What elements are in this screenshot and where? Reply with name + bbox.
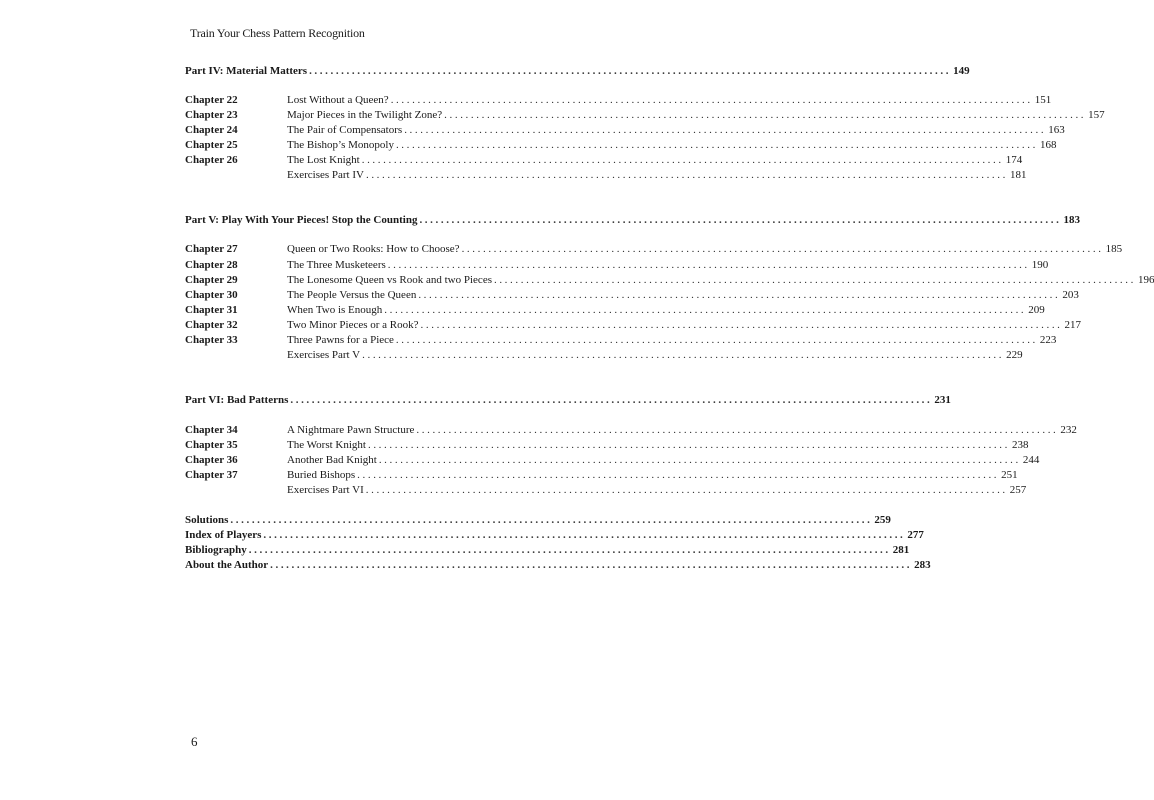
chapter-title: Buried Bishops xyxy=(287,469,356,481)
chapter-title: Exercises Part VI xyxy=(287,484,364,496)
chapter-number: Chapter 37 xyxy=(185,469,238,481)
chapter-title: Exercises Part V xyxy=(287,349,361,361)
toc-chapter-36[interactable] xyxy=(185,453,1040,468)
chapter-title: Exercises Part IV xyxy=(287,169,364,181)
page-ref: 183 xyxy=(1063,214,1080,226)
page-ref: 163 xyxy=(1048,124,1065,136)
chapter-title: The Bishop’s Monopoly xyxy=(287,139,394,151)
leader-dots: ........................................................................................................................ xyxy=(404,124,1047,136)
leader-dots: ........................................................................................................................ xyxy=(461,243,1104,255)
leader-dots: ........................................................................................................................ xyxy=(263,529,906,541)
toc-chapter-29[interactable] xyxy=(185,273,1154,288)
chapter-title: Three Pawns for a Piece xyxy=(287,334,394,346)
back-matter-title: Bibliography xyxy=(185,544,247,556)
page-ref: 229 xyxy=(1006,349,1023,361)
page-ref: 217 xyxy=(1064,319,1082,331)
leader-dots: ........................................................................................................................ xyxy=(365,169,1008,181)
leader-dots: ........................................................................................................................ xyxy=(416,424,1059,436)
chapter-number: Chapter 25 xyxy=(185,139,238,151)
leader-dots: ........................................................................................................................ xyxy=(230,514,873,526)
page-ref: 257 xyxy=(1009,484,1027,496)
toc-chapter-32[interactable] xyxy=(185,318,1082,333)
toc-chapter-30[interactable] xyxy=(185,288,1079,303)
page-ref: 149 xyxy=(953,65,970,77)
toc-chapter-37[interactable] xyxy=(185,468,1018,483)
toc-chapter-25[interactable] xyxy=(185,138,1057,153)
toc-part-4[interactable] xyxy=(185,64,970,79)
leader-dots: ........................................................................................................................ xyxy=(290,394,933,406)
chapter-title: Queen or Two Rooks: How to Choose? xyxy=(287,243,460,255)
leader-dots: ........................................................................................................................ xyxy=(384,304,1027,316)
page-ref: 251 xyxy=(1001,469,1018,481)
page-ref: 231 xyxy=(934,394,951,406)
toc-about-the-author[interactable] xyxy=(185,558,931,573)
chapter-number: Chapter 35 xyxy=(185,439,238,451)
chapter-number: Chapter 27 xyxy=(185,243,238,255)
leader-dots: ........................................................................................................................ xyxy=(357,469,1000,481)
toc-chapter-22[interactable] xyxy=(185,93,1052,108)
page-ref: 238 xyxy=(1011,439,1029,451)
chapter-number: Chapter 29 xyxy=(185,274,238,286)
chapter-title: Two Minor Pieces or a Rook? xyxy=(287,319,419,331)
page-ref: 174 xyxy=(1005,154,1023,166)
page-ref: 223 xyxy=(1039,334,1057,346)
chapter-title: The Lonesome Queen vs Rook and two Pieces xyxy=(287,274,492,286)
page-ref: 277 xyxy=(907,529,924,541)
page-ref: 283 xyxy=(914,559,931,571)
part-title: Part V: Play With Your Pieces! Stop the Counting xyxy=(185,214,418,226)
leader-dots: ........................................................................................................................ xyxy=(418,289,1061,301)
page-ref: 203 xyxy=(1062,289,1079,301)
chapter-title: The People Versus the Queen xyxy=(287,289,417,301)
chapter-number: Chapter 28 xyxy=(185,259,238,271)
toc-chapter-27[interactable] xyxy=(185,242,1123,257)
toc-chapter-33[interactable] xyxy=(185,333,1057,348)
chapter-number: Chapter 30 xyxy=(185,289,238,301)
toc-chapter-34[interactable] xyxy=(185,423,1077,438)
page-ref: 244 xyxy=(1022,454,1040,466)
page-number: 6 xyxy=(191,734,198,749)
toc-chapter-35[interactable] xyxy=(185,438,1029,453)
toc-exercises-part-4[interactable] xyxy=(185,168,1027,183)
leader-dots: ........................................................................................................................ xyxy=(390,94,1033,106)
toc-solutions[interactable] xyxy=(185,513,891,528)
back-matter-title: Solutions xyxy=(185,514,229,526)
chapter-number: Chapter 26 xyxy=(185,154,238,166)
toc-part-6[interactable] xyxy=(185,393,951,408)
back-matter-title: Index of Players xyxy=(185,529,262,541)
chapter-title: A Nightmare Pawn Structure xyxy=(287,424,415,436)
leader-dots: ........................................................................................................................ xyxy=(419,214,1062,226)
chapter-title: Lost Without a Queen? xyxy=(287,94,389,106)
chapter-number: Chapter 31 xyxy=(185,304,238,316)
page-ref: 157 xyxy=(1088,109,1105,121)
toc-exercises-part-6[interactable] xyxy=(185,483,1027,498)
part-title: Part VI: Bad Patterns xyxy=(185,394,289,406)
chapter-number: Chapter 32 xyxy=(185,319,238,331)
chapter-number: Chapter 22 xyxy=(185,94,238,106)
leader-dots: ........................................................................................................................ xyxy=(444,109,1087,121)
page-ref: 181 xyxy=(1009,169,1027,181)
leader-dots: ........................................................................................................................ xyxy=(387,259,1030,271)
chapter-number: Chapter 34 xyxy=(185,424,238,436)
leader-dots: ........................................................................................................................ xyxy=(270,559,913,571)
back-matter-title: About the Author xyxy=(185,559,269,571)
toc-part-5[interactable] xyxy=(185,213,1080,228)
chapter-number: Chapter 36 xyxy=(185,454,238,466)
page-ref: 196 xyxy=(1137,274,1154,286)
toc-chapter-26[interactable] xyxy=(185,153,1023,168)
toc-chapter-23[interactable] xyxy=(185,108,1105,123)
page-ref: 168 xyxy=(1039,139,1057,151)
leader-dots: ........................................................................................................................ xyxy=(309,65,952,77)
chapter-title: The Worst Knight xyxy=(287,439,366,451)
running-head: Train Your Chess Pattern Recognition xyxy=(190,26,365,40)
page-ref: 281 xyxy=(892,544,910,556)
part-title: Part IV: Material Matters xyxy=(185,65,308,77)
page-ref: 151 xyxy=(1034,94,1052,106)
page-ref: 209 xyxy=(1028,304,1045,316)
chapter-number: Chapter 33 xyxy=(185,334,238,346)
chapter-title: When Two is Enough xyxy=(287,304,383,316)
chapter-title: Another Bad Knight xyxy=(287,454,377,466)
leader-dots: ........................................................................................................................ xyxy=(493,274,1136,286)
chapter-title: Major Pieces in the Twilight Zone? xyxy=(287,109,443,121)
toc-bibliography[interactable] xyxy=(185,543,910,558)
toc-chapter-31[interactable] xyxy=(185,303,1045,318)
leader-dots: ........................................................................................................................ xyxy=(365,484,1008,496)
page-ref: 232 xyxy=(1060,424,1077,436)
page-ref: 190 xyxy=(1031,259,1049,271)
toc-chapter-28[interactable] xyxy=(185,258,1049,273)
toc-index-of-players[interactable] xyxy=(185,528,924,543)
page-ref: 259 xyxy=(874,514,891,526)
chapter-number: Chapter 23 xyxy=(185,109,238,121)
leader-dots: ........................................................................................................................ xyxy=(248,544,891,556)
toc-exercises-part-5[interactable] xyxy=(185,348,1023,363)
leader-dots: ........................................................................................................................ xyxy=(367,439,1010,451)
chapter-title: The Lost Knight xyxy=(287,154,360,166)
toc-chapter-24[interactable] xyxy=(185,123,1065,138)
page-ref: 185 xyxy=(1105,243,1123,255)
leader-dots: ........................................................................................................................ xyxy=(362,349,1005,361)
leader-dots: ........................................................................................................................ xyxy=(361,154,1004,166)
leader-dots: ........................................................................................................................ xyxy=(395,139,1038,151)
chapter-title: The Pair of Compensators xyxy=(287,124,403,136)
leader-dots: ........................................................................................................................ xyxy=(420,319,1063,331)
leader-dots: ........................................................................................................................ xyxy=(378,454,1021,466)
leader-dots: ........................................................................................................................ xyxy=(395,334,1038,346)
chapter-title: The Three Musketeers xyxy=(287,259,386,271)
chapter-number: Chapter 24 xyxy=(185,124,238,136)
